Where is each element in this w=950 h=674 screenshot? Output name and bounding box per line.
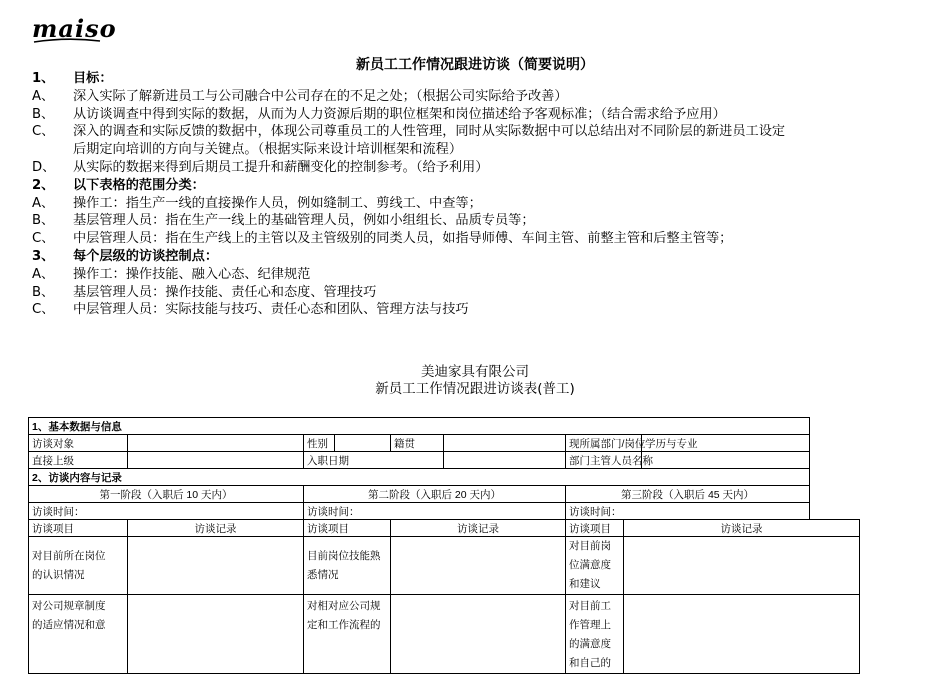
field-interviewee[interactable]	[128, 435, 304, 452]
form-heading	[0, 364, 950, 398]
phase-2-header: 第二阶段（入职后 20 天内）	[304, 486, 566, 503]
phase-3-record[interactable]	[624, 537, 860, 595]
table-row	[29, 503, 860, 520]
table-row	[29, 520, 860, 537]
label-direct-supervisor: 直接上级	[29, 452, 128, 469]
intro-line-text: 基层管理人员：指在生产一线上的基础管理人员，例如小组组长、品质专员等；	[73, 213, 535, 229]
intro-line	[32, 88, 932, 106]
table-row	[29, 418, 860, 435]
intro-section	[32, 70, 932, 319]
phase-2-item	[304, 595, 391, 674]
phase-3-item	[566, 595, 624, 674]
form-title: 新员工工作情况跟进访谈表(普工)	[375, 381, 575, 397]
intro-line	[32, 284, 932, 302]
table-row	[29, 537, 860, 595]
intro-line-text: 从访谈调查中得到实际的数据，从而为人力资源后期的职位框架和岗位描述给予客观标准；（结合需求给予应用）	[73, 106, 726, 122]
intro-line-marker: C、	[32, 124, 55, 140]
intro-line	[32, 195, 932, 213]
form-item-text-line: 对目前岗位满意度	[569, 540, 611, 571]
form-item-text-line: 对相对应公司规	[307, 600, 381, 612]
intro-line-marker: B、	[32, 284, 55, 300]
form-item-text-line: 的适应情况和意	[32, 619, 106, 631]
intro-line-text: 每个层级的访谈控制点：	[73, 248, 219, 264]
intro-line	[32, 177, 932, 195]
logo-swoosh-icon	[32, 38, 102, 44]
label-dept-position: 现所属部门/岗位	[566, 435, 642, 452]
phase-1-time[interactable]: 访谈时间：	[29, 503, 304, 520]
label-hometown: 籍贯	[391, 435, 444, 452]
intro-line-marker: C、	[32, 302, 55, 318]
section-basic-info: 1、基本数据与信息	[29, 418, 810, 435]
label-dept-manager: 部门主管人员名称	[566, 452, 642, 469]
intro-line-text: 操作工：操作技能、融入心态、纪律规范	[73, 266, 311, 282]
document-title: 新员工工作情况跟进访谈（简要说明）	[356, 57, 594, 73]
form-item-text-line: 悉情况	[307, 568, 339, 581]
intro-line	[32, 70, 932, 88]
intro-line-marker: A、	[32, 195, 55, 211]
form-item-text-line: 对公司规章制度	[32, 600, 106, 612]
intro-line	[32, 106, 932, 124]
intro-line-marker: C、	[32, 231, 55, 247]
phase-3-record-header: 访谈记录	[624, 520, 860, 537]
intro-line-text: 中层管理人员：实际技能与技巧、责任心态和团队、管理方法与技巧	[73, 302, 469, 318]
interview-form-table	[28, 417, 860, 674]
phase-3-item	[566, 537, 624, 595]
phase-1-record[interactable]	[128, 595, 304, 674]
table-row	[29, 469, 860, 486]
intro-line-marker: A、	[32, 88, 55, 104]
intro-line-text: 从实际的数据来得到后期员工提升和薪酬变化的控制参考。（给予利用）	[73, 159, 489, 175]
phase-2-record[interactable]	[391, 595, 566, 674]
intro-line-text: 目标：	[73, 71, 113, 86]
phase-2-item	[304, 537, 391, 595]
phase-3-record[interactable]	[624, 595, 860, 674]
intro-line	[32, 230, 932, 248]
intro-line-text: 以下表格的范围分类：	[73, 177, 205, 193]
company-logo: maiso	[32, 14, 117, 43]
intro-line	[32, 141, 932, 159]
intro-line-marker: B、	[32, 213, 55, 229]
intro-line-text: 深入的调查和实际反馈的数据中，体现公司尊重员工的人性管理，同时从实际数据中可以总结出对不同阶层的新进员工设定	[73, 124, 786, 140]
company-name: 美迪家具有限公司	[421, 364, 529, 380]
phase-2-record-header: 访谈记录	[391, 520, 566, 537]
intro-line	[32, 159, 932, 177]
phase-1-record-header: 访谈记录	[128, 520, 304, 537]
form-item-text-line: 对目前工作管理上	[569, 600, 611, 631]
field-direct-supervisor[interactable]	[128, 452, 304, 469]
intro-line-marker: 2、	[32, 177, 55, 193]
phase-2-time[interactable]: 访谈时间：	[304, 503, 566, 520]
intro-line	[32, 301, 932, 319]
form-item-text-line: 的认识情况	[32, 568, 85, 581]
phase-2-item-header: 访谈项目	[304, 520, 391, 537]
intro-line-text: 中层管理人员：指在生产线上的主管以及主管级别的同类人员，如指导师傅、车间主管、前整主管和后整主管等；	[73, 231, 733, 247]
label-interviewee: 访谈对象	[29, 435, 128, 452]
phase-3-item-header: 访谈项目	[566, 520, 624, 537]
field-hire-date[interactable]	[444, 452, 566, 469]
intro-line-marker: D、	[32, 159, 56, 175]
label-gender: 性别	[304, 435, 335, 452]
label-hire-date: 入职日期	[304, 452, 444, 469]
phase-1-item	[29, 537, 128, 595]
phase-1-item-header: 访谈项目	[29, 520, 128, 537]
intro-line-text: 操作工：指生产一线的直接操作人员，例如缝制工、剪线工、中查等；	[73, 195, 482, 211]
intro-line-text: 后期定向培训的方向与关键点。（根据实际来设计培训框架和流程）	[73, 142, 463, 158]
form-item-text-line: 和建议	[569, 578, 601, 590]
table-row	[29, 452, 860, 469]
table-row	[29, 435, 860, 452]
form-item-text-line: 对目前所在岗位	[32, 549, 106, 562]
field-hometown[interactable]	[444, 435, 566, 452]
phase-2-record[interactable]	[391, 537, 566, 595]
section-interview-records: 2、访谈内容与记录	[29, 469, 810, 486]
form-item-text-line: 目前岗位技能熟	[307, 549, 381, 562]
intro-line	[32, 212, 932, 230]
intro-line	[32, 123, 932, 141]
intro-line-marker: 3、	[32, 248, 55, 264]
table-row	[29, 595, 860, 674]
intro-line	[32, 266, 932, 284]
form-item-text-line: 定和工作流程的	[307, 619, 381, 631]
field-dept-manager[interactable]	[642, 452, 810, 469]
field-gender[interactable]	[335, 435, 391, 452]
intro-line-marker: 1、	[32, 71, 55, 86]
phase-3-time[interactable]: 访谈时间：	[566, 503, 810, 520]
intro-line-text: 深入实际了解新进员工与公司融合中公司存在的不足之处；（根据公司实际给予改善）	[73, 88, 568, 104]
phase-3-header: 第三阶段（入职后 45 天内）	[566, 486, 810, 503]
intro-line	[32, 248, 932, 266]
intro-line-marker: A、	[32, 266, 55, 282]
phase-1-item	[29, 595, 128, 674]
intro-line-marker: B、	[32, 106, 55, 122]
phase-1-header: 第一阶段（入职后 10 天内）	[29, 486, 304, 503]
phase-1-record[interactable]	[128, 537, 304, 595]
form-item-text-line: 的满意度和自己的	[569, 638, 611, 669]
table-row	[29, 486, 860, 503]
intro-line-marker	[32, 141, 73, 159]
label-education: 学历与专业	[642, 435, 810, 452]
intro-line-text: 基层管理人员：操作技能、责任心和态度、管理技巧	[73, 284, 377, 300]
